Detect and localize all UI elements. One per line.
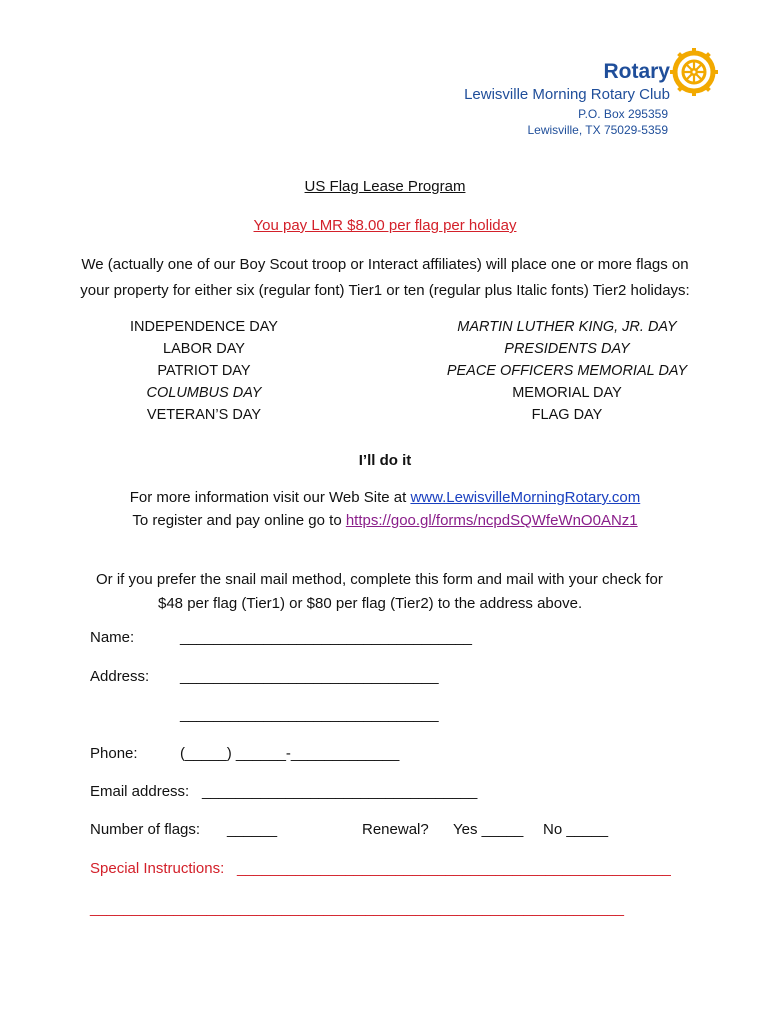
website-prefix: For more information visit our Web Site at (129, 489, 407, 506)
intro-line-1: We (actually one of our Boy Scout troop or Interact affiliates) will place one or more flags on (81, 256, 689, 273)
address-field-2[interactable]: _______________________________ (180, 706, 439, 723)
email-label: Email address: (90, 783, 190, 800)
po-box: P.O. Box 295359 (578, 107, 668, 121)
special-instructions-field-1[interactable]: ____________________________________________________ (237, 860, 671, 877)
holiday-item: PATRIOT DAY (157, 363, 251, 379)
register-prefix: To register and pay online go to (132, 512, 342, 529)
holiday-item: PRESIDENTS DAY (504, 341, 630, 357)
flags-field[interactable]: ______ (227, 821, 278, 838)
holiday-item: FLAG DAY (531, 407, 603, 423)
website-link[interactable]: www.LewisvilleMorningRotary.com (410, 489, 641, 506)
rotary-wheel-icon (670, 48, 718, 96)
price-line: You pay LMR $8.00 per flag per holiday (253, 217, 517, 234)
holiday-item: LABOR DAY (163, 341, 245, 357)
special-instructions-field-2[interactable]: ________________________________________________________________ (90, 900, 624, 917)
flags-label: Number of flags: (90, 821, 201, 838)
holiday-item: MARTIN LUTHER KING, JR. DAY (457, 319, 677, 335)
holiday-item: INDEPENDENCE DAY (130, 319, 278, 335)
phone-label: Phone: (90, 745, 138, 762)
holiday-item: VETERAN’S DAY (146, 407, 262, 423)
holiday-item: PEACE OFFICERS MEMORIAL DAY (446, 363, 688, 379)
page-title: US Flag Lease Program (304, 178, 466, 195)
name-label: Name: (90, 629, 135, 646)
renewal-yes-field[interactable]: Yes _____ (453, 821, 524, 838)
renewal-no-field[interactable]: No _____ (543, 821, 609, 838)
register-link[interactable]: https://goo.gl/forms/ncpdSQWfeWnO0ANz1 (345, 512, 638, 529)
register-line (0, 512, 770, 529)
address-label: Address: (90, 668, 150, 685)
mail-line-2: $48 per flag (Tier1) or $80 per flag (Tier2) to the address above. (158, 595, 583, 612)
intro-line-2: your property for either six (regular font) Tier1 or ten (regular plus Italic fonts) Tier2 holidays: (80, 282, 690, 299)
holiday-item: MEMORIAL DAY (512, 385, 622, 401)
special-instructions-label: Special Instructions: (90, 860, 225, 877)
website-line (0, 489, 770, 506)
cta-heading: I’ll do it (358, 452, 412, 469)
address-field-1[interactable]: _______________________________ (180, 668, 439, 685)
phone-field[interactable]: (_____) ______-_____________ (180, 745, 400, 762)
city-address: Lewisville, TX 75029-5359 (527, 123, 668, 137)
mail-line-1: Or if you prefer the snail mail method, complete this form and mail with your check for (96, 571, 663, 588)
name-field[interactable]: ___________________________________ (180, 629, 472, 646)
rotary-brand: Rotary (603, 60, 670, 83)
renewal-label: Renewal? (362, 821, 429, 838)
holiday-item: COLUMBUS DAY (146, 385, 262, 401)
email-field[interactable]: _________________________________ (202, 783, 478, 800)
club-name: Lewisville Morning Rotary Club (464, 86, 670, 103)
